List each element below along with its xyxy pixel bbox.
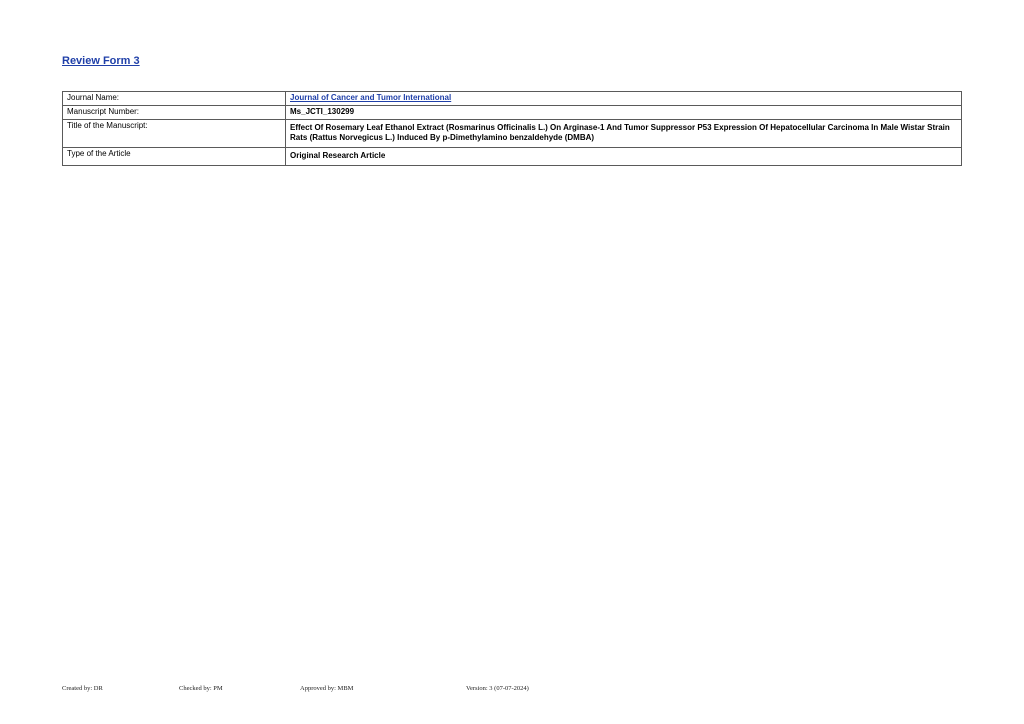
footer-checked-by: Checked by: PM <box>179 685 223 692</box>
manuscript-info-table <box>62 91 962 166</box>
journal-name-row <box>63 92 962 106</box>
journal-name-cell <box>286 92 962 106</box>
form-title: Review Form 3 <box>62 55 140 67</box>
journal-name-label: Journal Name: <box>63 92 286 106</box>
manuscript-title-value: Effect Of Rosemary Leaf Ethanol Extract (Rosmarinus Officinalis L.) On Arginase-1 And Tumor Suppressor P53 Expression Of Hepatocellular Carcinoma In Male Wistar Strain Rats (Rattus Norvegicus L.) Induced By p-Dimethylamino benzaldehyde (DMBA) <box>286 120 962 148</box>
journal-name-link[interactable]: Journal of Cancer and Tumor International <box>290 93 452 102</box>
footer-created-by: Created by: DR <box>62 685 103 692</box>
article-type-label: Type of the Article <box>63 148 286 166</box>
manuscript-number-row <box>63 106 962 120</box>
manuscript-title-label: Title of the Manuscript: <box>63 120 286 148</box>
manuscript-title-row <box>63 120 962 148</box>
manuscript-number-value: Ms_JCTI_130299 <box>286 106 962 120</box>
footer-version: Version: 3 (07-07-2024) <box>466 685 529 692</box>
manuscript-number-label: Manuscript Number: <box>63 106 286 120</box>
article-type-row <box>63 148 962 166</box>
article-type-value: Original Research Article <box>286 148 962 166</box>
footer-approved-by: Approved by: MBM <box>300 685 354 692</box>
